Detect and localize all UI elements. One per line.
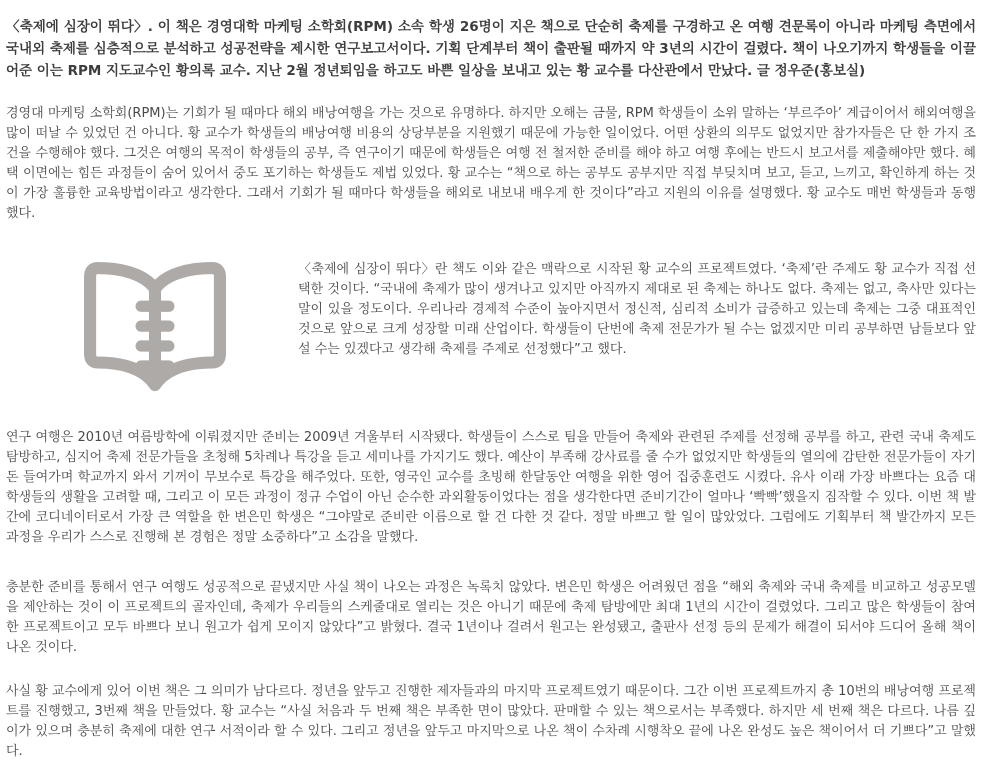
paragraph-book-project: 〈축제에 심장이 뛰다〉란 책도 이와 같은 맥락으로 시작된 황 교수의 프로젝트였다. ‘축제’란 주제도 황 교수가 직접 선택한 것이다. “국내에 축제가 많이 생겨나고 있지만 아직까지 제대로 된 축제는 하나도 없다. 축제는 없고, 축사만 있다는 말이 있을 정도이다. 우리나라 경제적 수준이 높아지면서 정신적, 심리적 소비가 급증하고 있는데 축제는 그중 대표적인 것으로 앞으로 크게 성장할 미래 산업이다. 학생들이 단번에 축제 전문가가 될 수는 없겠지만 미리 공부하면 남들보다 앞설 수는 있겠다고 생각해 축제를 주제로 선정했다”고 했다. [298, 262, 976, 357]
paragraph-research-trip: 연구 여행은 2010년 여름방학에 이뤄졌지만 준비는 2009년 겨울부터 시작됐다. 학생들이 스스로 팀을 만들어 축제와 관련된 주제를 선정해 공부를 하고, 관련 국내 축제도 탐방하고, 심지어 축제 전문가들을 초청해 5차례나 특강을 듣고 세미나를 가지기도 했다. 예산이 부족해 강사료를 줄 수가 없었지만 학생들의 열의에 감탄한 전문가들이 자기 돈 들여가며 학교까지 와서 기꺼이 무보수로 특강을 해주었다. 또한, 영국인 교수를 초빙해 한달동안 여행을 위한 영어 집중훈련도 시켰다. 유사 이래 가장 바쁘다는 요즘 대학생들의 생활을 고려할 때, 그리고 이 모든 과정이 정규 수업이 아닌 순수한 과외활동이었다는 점을 생각한다면 준비기간이 얼마나 ‘빡빡’했을지 짐작할 수 있다. 이번 책 발간에 코디네이터로서 가장 큰 역할을 한 변은민 학생은 “그야말로 준비란 이름으로 할 건 다한 것 같다. 정말 바쁘고 할 일이 많았었다. 그럼에도 기획부터 책 발간까지 모든 과정을 우리가 스스로 진행해 본 경험은 정말 소중하다”고 소감을 말했다. [6, 430, 976, 545]
paragraph-publishing-difficulty: 충분한 준비를 통해서 연구 여행도 성공적으로 끝냈지만 사실 책이 나오는 과정은 녹록치 않았다. 변은민 학생은 어려웠던 점을 “해외 축제와 국내 축제를 비교하고 성공모델을 제안하는 것이 이 프로젝트의 골자인데, 축제가 우리들의 스케줄대로 열리는 것은 아니기 때문에 축제 탐방에만 최대 1년의 시간이 걸렸었다. 그리고 많은 학생들이 참여한 프로젝트이고 모두 바쁘다 보니 원고가 쉽게 모이지 않았다”고 밝혔다. 결국 1년이나 걸려서 원고는 완성됐고, 출판사 선정 등의 문제가 해결이 되서야 드디어 올해 책이 나온 것이다. [6, 580, 976, 655]
paragraph-rpm-club: 경영대 마케팅 소학회(RPM)는 기회가 될 때마다 해외 배낭여행을 가는 것으로 유명하다. 하지만 오해는 금물, RPM 학생들이 소위 말하는 ‘부르주아’ 계급이어서 해외여행을 많이 떠날 수 있었던 건 아니다. 황 교수가 학생들의 배낭여행 비용의 상당부분을 지원했기 때문에 가능한 일이었다. 어떤 상환의 의무도 없었지만 참가자들은 단 한 가지 조건을 수행해야 했다. 그것은 여행의 목적이 학생들의 공부, 즉 연구이기 때문에 학생들은 여행 전 철저한 준비를 해야 하고 여행 후에는 반드시 보고서를 제출해야만 했다. 혜택 이면에는 힘든 과정들이 숨어 있어서 중도 포기하는 학생들도 제법 있었다. 황 교수는 “책으로 하는 공부도 공부지만 직접 부딪치며 보고, 듣고, 느끼고, 확인하게 하는 것이 가장 훌륭한 교육방법이라고 생각한다. 그래서 기회가 될 때마다 학생들을 해외로 내보내 배우게 한 것이다”라고 지원의 이유를 설명했다. 황 교수도 매번 학생들과 동행했다. [6, 106, 976, 221]
book-icon-section [6, 254, 976, 398]
intro-paragraph: 〈축제에 심장이 뛰다〉. 이 책은 경영대학 마케팅 소학회(RPM) 소속 학생 26명이 지은 책으로 단순히 축제를 구경하고 온 여행 견문록이 아니라 마케팅 측면에서 국내외 축제를 심층적으로 분석하고 성공전략을 제시한 연구보고서이다. 기획 단계부터 책이 출판될 때까지 약 3년의 시간이 걸렸다. 책이 나오기까지 학생들을 이끌어준 이는 RPM 지도교수인 황의록 교수. 지난 2월 정년퇴임을 하고도 바쁜 일상을 보내고 있는 황 교수를 다산관에서 만났다. 글 정우준(홍보실) [6, 19, 976, 79]
paragraph-final-project: 사실 황 교수에게 있어 이번 책은 그 의미가 남다르다. 정년을 앞두고 진행한 제자들과의 마지막 프로젝트였기 때문이다. 그간 이번 프로젝트까지 총 10번의 배낭여행 프로젝트를 진행했고, 3번째 책을 만들었다. 황 교수는 “사실 처음과 두 번째 책은 부족한 면이 많았다. 판매할 수 있는 책으로서는 부족했다. 하지만 세 번째 책은 다르다. 나름 깊이가 있으며 충분히 축제에 대한 연구 서적이라 할 수 있다. 그리고 정년을 앞두고 마지막으로 나온 책이 수차례 시행착오 끝에 나온 완성도 높은 책이어서 더 기쁘다”고 말했다. [6, 684, 976, 759]
open-book-icon [6, 254, 298, 398]
